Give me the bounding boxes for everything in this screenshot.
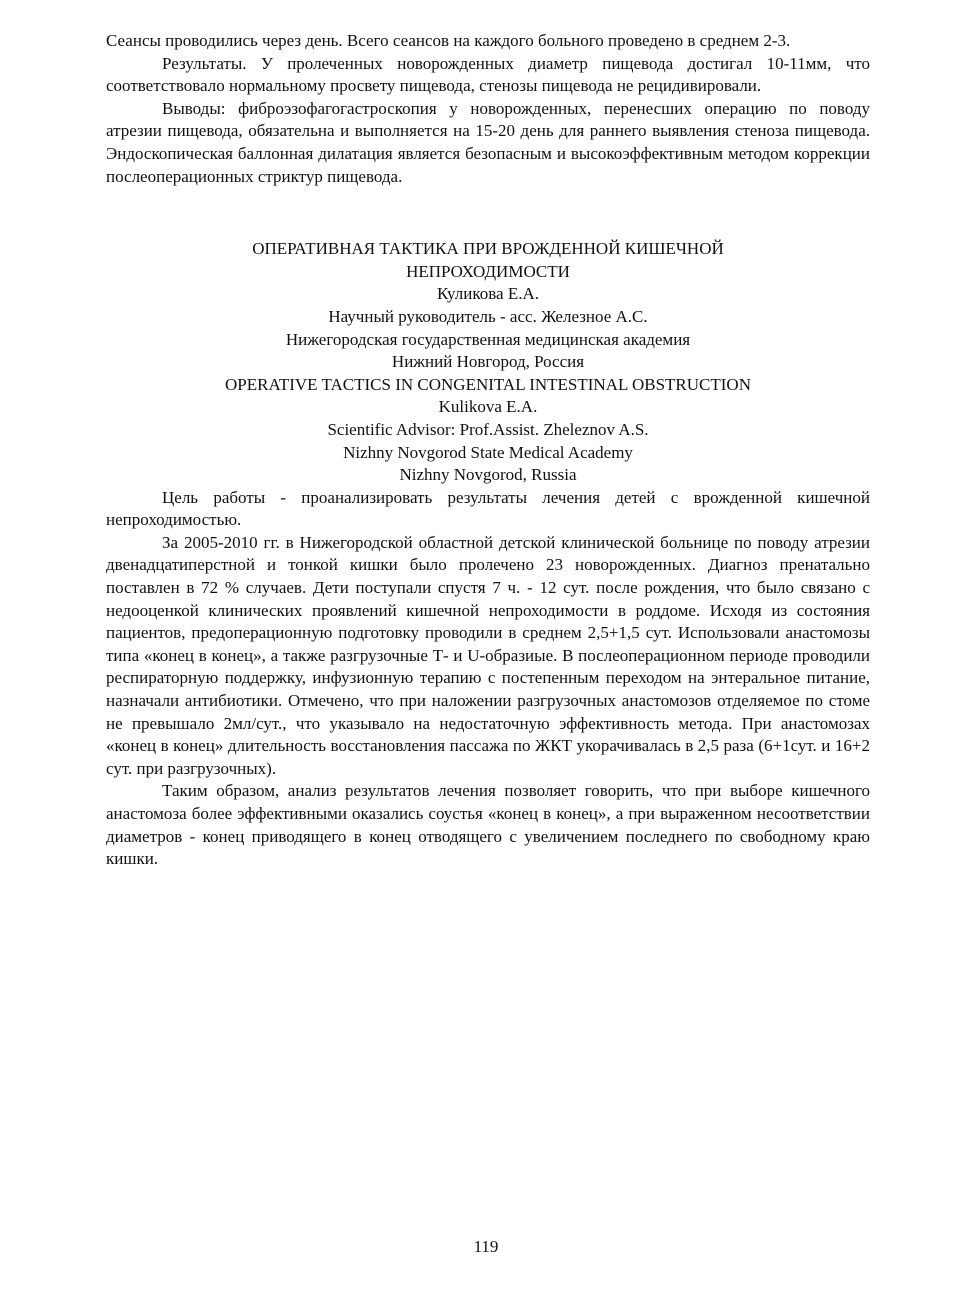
paragraph-methods: За 2005-2010 гг. в Нижегородской областной детской клинической больнице по поводу атрезии двенадцатиперстной и тонкой кишки было пролечено 23 новорожденных. Диагноз пренатально поставлен в 72 % случаев. Дети поступали спустя 7 ч. - 12 сут. после рождения, что было связано с недооценкой клинических проявлений кишечной непроходимости в роддоме. Исходя из состояния пациентов, предоперационную подготовку проводили в среднем 2,5+1,5 сут. Использовали анастомозы типа «конец в конец», а также разгрузочные Т- и U-образиые. В послеоперационном периоде проводили респираторную поддержку, инфузионную терапию с постепенным переходом на энтеральное питание, назначали антибиотики. Отмечено, что при наложении разгрузочных анастомозов отделяемое по стоме не превышало 2мл/сут., что указывало на недостаточную эффективность метода. При анастомозах «конец в конец» длительность восстановления пассажа по ЖКТ укорачивалась в 2,5 раза (6+1сут. и 16+2 сут. при разгрузочных).: [106, 532, 870, 778]
author-ru: Куликова Е.А.: [436, 284, 540, 304]
city-en: Nizhny Novgorod, Russia: [399, 465, 577, 485]
institution-en: Nizhny Novgorod State Medical Academy: [343, 442, 633, 462]
advisor-ru: Научный руководитель - асс. Железное А.С.: [328, 306, 648, 326]
document-page: [106, 30, 870, 871]
paragraph-aim: Цель работы - проанализировать результаты лечения детей с врожденной кишечной непроходимостью.: [106, 487, 870, 530]
article-title-en: OPERATIVE TACTICS IN CONGENITAL INTESTINAL OBSTRUCTION: [225, 374, 751, 394]
advisor-en: Scientific Advisor: Prof.Assist. Zheleznov A.S.: [327, 419, 649, 439]
article-header: [106, 238, 870, 487]
paragraph-conclusions: Выводы: фиброэзофагогастроскопия у новорожденных, перенесших операцию по поводу атрезии пищевода, обязательна и выполняется на 15-20 день для раннего выявления стеноза пищевода. Эндоскопическая баллонная дилатация является безопасным и высокоэффективным методом коррекции послеоперационных стриктур пищевода.: [106, 98, 870, 186]
previous-article-tail: [106, 30, 870, 188]
institution-ru: Нижегородская государственная медицинская академия: [285, 329, 691, 349]
author-en: Kulikova E.A.: [438, 397, 538, 417]
page-number: 119: [473, 1237, 499, 1256]
city-ru: Нижний Новгород, Россия: [391, 352, 585, 372]
paragraph-results: Результаты. У пролеченных новорожденных диаметр пищевода достигал 10-11мм, что соответствовало нормальному просвету пищевода, стенозы пищевода не рецидивировали.: [106, 53, 870, 96]
paragraph-conclusion: Таким образом, анализ результатов лечения позволяет говорить, что при выборе кишечного анастомоза более эффективными оказались соустья «конец в конец», а при выраженном несоответствии диаметров - конец приводящего в конец отводящего с увеличением последнего по свободному краю кишки.: [106, 781, 870, 869]
article-title-ru-line2: НЕПРОХОДИМОСТИ: [406, 261, 570, 281]
paragraph-sessions: Сеансы проводились через день. Всего сеансов на каждого больного проведено в среднем 2-3.: [106, 31, 791, 50]
article-body: [106, 487, 870, 871]
article-title-ru-line1: ОПЕРАТИВНАЯ ТАКТИКА ПРИ ВРОЖДЕННОЙ КИШЕЧНОЙ: [252, 239, 724, 259]
